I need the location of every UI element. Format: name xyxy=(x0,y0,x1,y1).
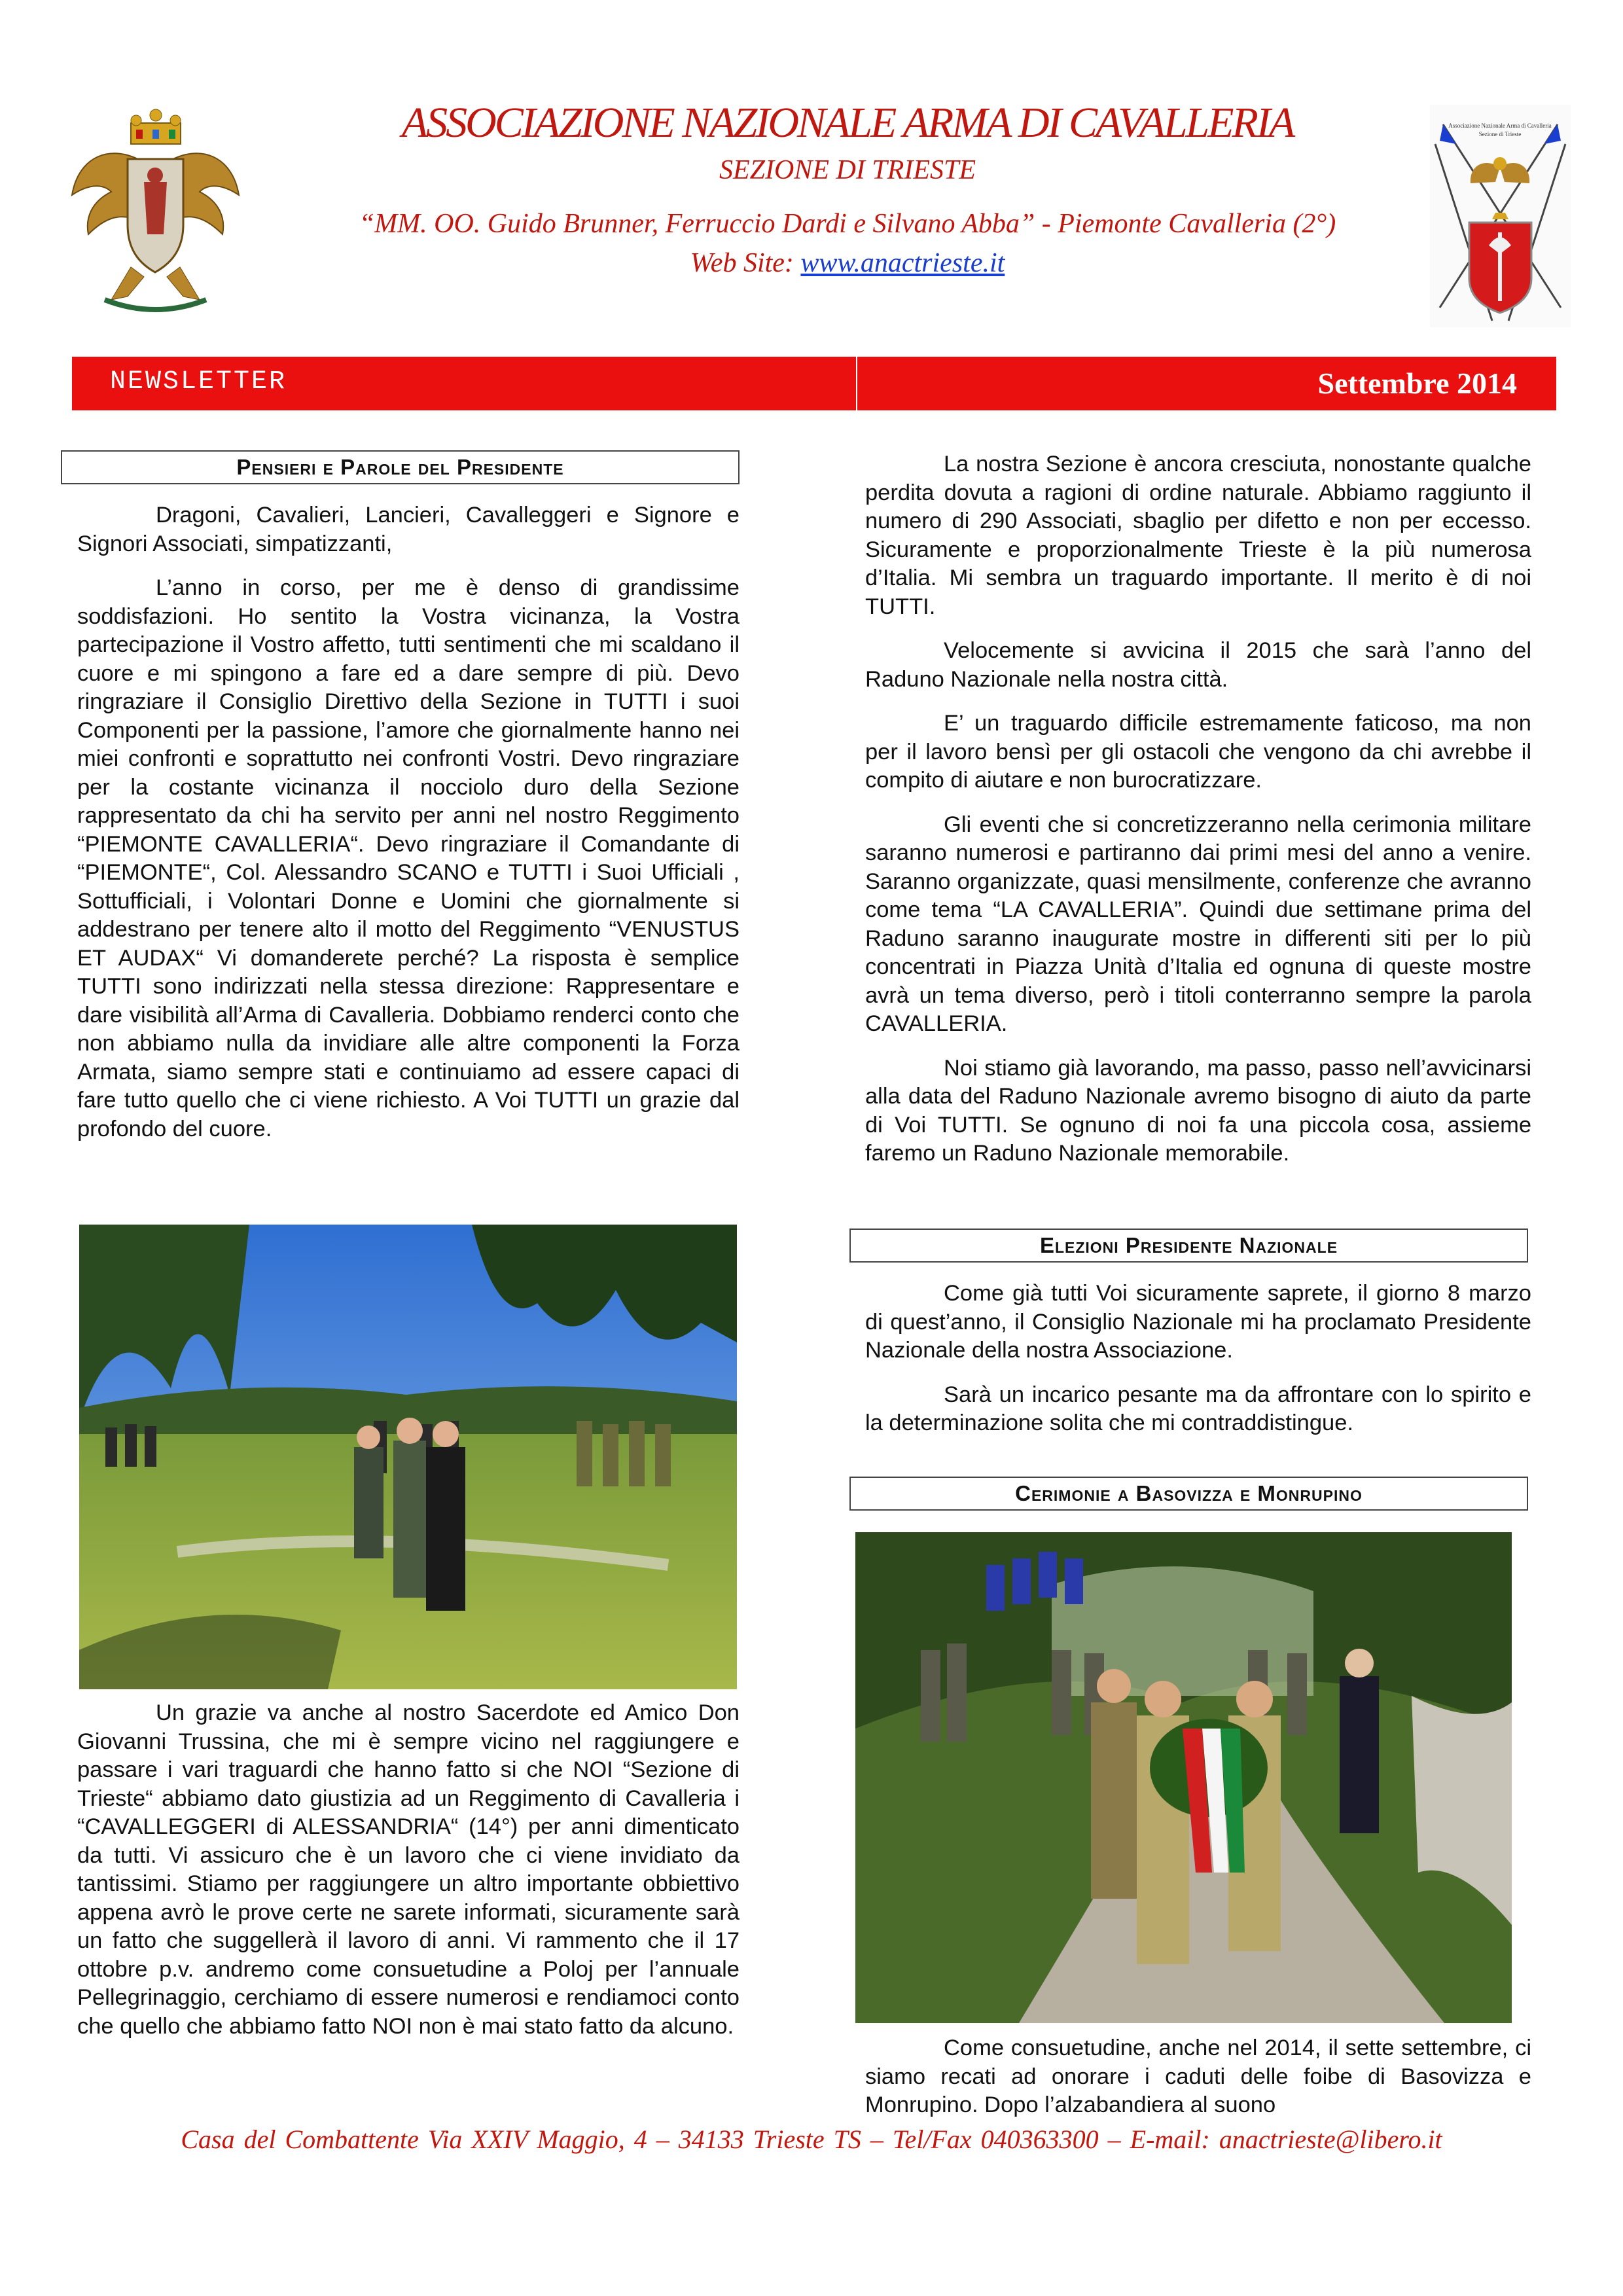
ceremonies-section-heading: Cerimonie a Basovizza e Monrupino xyxy=(849,1477,1528,1511)
section-emblem-logo xyxy=(1430,105,1571,327)
website-line xyxy=(0,247,1623,279)
association-title: ASSOCIAZIONE NAZIONALE ARMA DI CAVALLERIA xyxy=(401,99,1294,147)
svg-text:Sezione di Trieste: Sezione di Trieste xyxy=(1478,131,1522,137)
elections-paragraph-2: Sarà un incarico pesante ma da affrontare con lo spirito e la determinazione solita che mi contraddistingue. xyxy=(865,1382,1531,1435)
news-paragraph-2: Velocemente si avvicina il 2015 che sarà l’anno del Raduno Nazionale nella nostra città. xyxy=(865,638,1531,692)
president-section-heading: Pensieri e Parole del Presidente xyxy=(61,450,740,484)
section-news xyxy=(865,450,1531,1184)
ceremony-photo-field xyxy=(79,1225,737,1689)
svg-text:Associazione Nazionale Arma di: Associazione Nazionale Arma di Cavalleria xyxy=(1448,122,1552,129)
ceremonies-message xyxy=(865,2034,1531,2136)
news-paragraph-5: Noi stiamo già lavorando, ma passo, passo nell’avvicinarsi alla data del Raduno Nazionale avremo bisogno di aiuto da parte di Voi TUTTI. Se ognuno di noi fa una piccola cosa, assieme faremo un Raduno Nazionale memorabile. xyxy=(865,1055,1531,1166)
website-link[interactable]: www.anactrieste.it xyxy=(800,248,1005,278)
newsletter-label: NEWSLETTER xyxy=(110,367,287,397)
president-message xyxy=(77,501,740,1159)
website-label: Web Site: xyxy=(690,248,794,278)
ceremony-photo-wreath xyxy=(855,1532,1512,2023)
footer-contact: Casa del Combattente Via XXIV Maggio, 4 – 34133 Trieste TS – Tel/Fax 040363300 – E-mail: anactrieste@libero.it xyxy=(181,2125,1442,2154)
president-paragraph: L’anno in corso, per me è denso di grandissime soddisfazioni. Ho sentito la Vostra vicinanza, la Vostra partecipazione il Vostro affetto, tutti sentimenti che mi scaldano il cuore e mi spingono a fare ed a dare sempre di più. Devo ringraziare il Consiglio Direttivo della Sezione in TUTTI i suoi Componenti per la passione, l’amore che giornalmente hanno nei miei confronti e soprattutto nei confronti Vostri. Devo ringraziare per la costante vicinanza il nocciolo duro della Sezione rappresentato da chi ha servito per anni nel nostro Reggimento “PIEMONTE CAVALLERIA“. Devo ringraziare il Comandante di “PIEMONTE“, Col. Alessandro SCANO e TUTTI i Suoi Ufficiali , Sottufficiali, i Volontari Donne e Uomini che giornalmente si addestrano per tenere alto il motto del Reggimento “VENUSTUS ET AUDAX“ Vi domanderete perché? La risposta è semplice TUTTI sono indirizzati nella stessa direzione: Rappresentare e dare visibilità all’Arma di Cavalleria. Dobbiamo renderci conto che non abbiamo nulla da invidiare alle altre componenti la Forza Armata, siamo sempre stati e continuiamo ad essere capaci di fare tutto quello che ci viene richiesto. A Voi TUTTI un grazie dal profondo del cuore. xyxy=(77,575,740,1141)
elections-message xyxy=(865,1280,1531,1454)
thanks-message xyxy=(77,1699,740,2056)
elections-paragraph-1: Come già tutti Voi sicuramente saprete, il giorno 8 marzo di quest’anno, il Consiglio Nazionale mi ha proclamato Presidente Nazionale della nostra Associazione. xyxy=(865,1281,1531,1363)
newsletter-date: Settembre 2014 xyxy=(1317,367,1517,400)
news-paragraph-3: E’ un traguardo difficile estremamente faticoso, ma non per il lavoro bensì per gli ostacoli che vengono da chi avrebbe il compito di aiutare e non burocratizzare. xyxy=(865,711,1531,793)
news-paragraph-4: Gli eventi che si concretizzeranno nella cerimonia militare saranno numerosi e partiranno dai primi mesi del anno a venire. Saranno organizzate, quasi mensilmente, conferenze che avranno come tema “LA CAVALLERIA”. Quindi due settimane prima del Raduno saranno inaugurate mostre in differenti siti per lo più concentrati in Piazza Unità d’Italia ed ognuna di queste mostre avrà un tema diverso, però i titoli conterranno sempre la parola CAVALLERIA. xyxy=(865,812,1531,1036)
newsletter-banner xyxy=(72,357,1556,410)
thanks-paragraph: Un grazie va anche al nostro Sacerdote ed Amico Don Giovanni Trussina, che mi è sempre vicino nel raggiungere e passare i vari traguardi che hanno fatto si che NOI “Sezione di Trieste“ abbiamo dato giustizia ad un Reggimento di Cavalleria i “CAVALLEGGERI di ALESSANDRIA“ (14°) per anni dimenticato da tutti. Vi assicuro che è un lavoro che ci viene invidiato da tantissimi. Stiamo per raggiungere un altro importante obbiettivo appena avrò le prove certe ne sarete informati, sicuramente sarà un fatto che suggellerà il lavoro di anni. Vi rammento che il 17 ottobre p.v. andremo come consuetudine a Poloj per l’annuale Pellegrinaggio, cerchiamo di essere numerosi e rendiamoci conto che quello che abbiamo fatto NOI non è mai stato fatto da alcuno. xyxy=(77,1700,740,2039)
president-greeting: Dragoni, Cavalieri, Lancieri, Cavalleggeri e Signore e Signori Associati, simpatizzanti, xyxy=(77,503,740,556)
dedication-line: “MM. OO. Guido Brunner, Ferruccio Dardi e Silvano Abba” - Piemonte Cavalleria (2°) xyxy=(359,209,1336,239)
news-paragraph-1: La nostra Sezione è ancora cresciuta, nonostante qualche perdita dovuta a ragioni di ordine naturale. Abbiamo raggiunto il numero di 290 Associati, sbaglio per difetto e non per eccesso. Sicuramente e proporzionalmente Trieste è la più numerosa d’Italia. Mi sembra un traguardo importante. Il merito è di noi TUTTI. xyxy=(865,452,1531,619)
elections-section-heading: Elezioni Presidente Nazionale xyxy=(849,1229,1528,1263)
banner-divider xyxy=(856,357,857,410)
ceremonies-paragraph: Come consuetudine, anche nel 2014, il sette settembre, ci siamo recati ad onorare i caduti delle foibe di Basovizza e Monrupino. Dopo l’alzabandiera al suono xyxy=(865,2036,1531,2117)
section-subtitle: SEZIONE DI TRIESTE xyxy=(719,155,976,185)
